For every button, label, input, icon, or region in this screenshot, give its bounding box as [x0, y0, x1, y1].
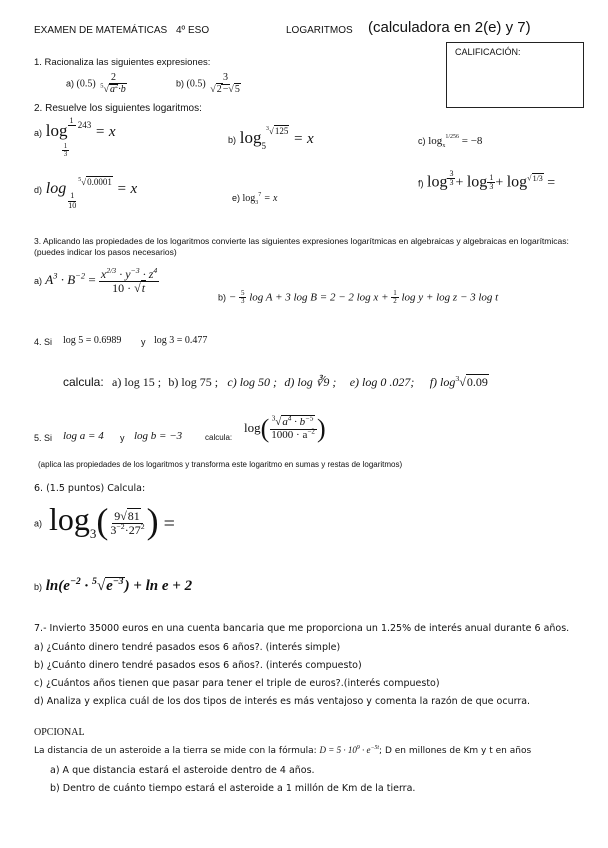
optional-item-a: a) A que distancia estará el asteroide dentro de 4 años. — [50, 765, 315, 776]
q5-title: 5. Si — [34, 433, 53, 443]
q7-item-a: a) ¿Cuánto dinero tendré pasados esos 6 años?. (interés simple) — [34, 642, 341, 653]
q5-and: y — [120, 433, 125, 443]
q4-given1: log 5 = 0.6989 — [63, 335, 122, 346]
q2-d: d) log $\frac{1}{10}$ $^{^5√0.0001}$ = x — [34, 177, 138, 210]
exam-subject: EXAMEN DE MATEMÁTICAS — [34, 25, 168, 36]
q1-b: b) (0.5) $\frac{3}{√2-√5}$ — [176, 72, 240, 95]
q1-a: a) (0.5) $\frac{2}{^5√a^2\cdot b}$ — [66, 72, 126, 95]
q2-title: 2. Resuelve los siguientes logaritmos: — [34, 103, 202, 114]
q3-title: 3. Aplicando las propiedades de los logaritmos convierte las siguientes expresiones logarítmicas en algebraicas y algebraicas en logarítmicas: (puedes indicar los pasos necesarios) — [34, 236, 569, 257]
q5-expression: log( $\frac{^3√a^4 \cdot b^{-5}}{1000 \cdot a^{-2}}$ ) — [244, 414, 326, 443]
q6-b: b) $\ln(e^{-2} \cdot ^5√e^{-3}) + \ln e + 2$ — [34, 576, 193, 594]
q7-item-d: d) Analiza y explica cuál de los dos tipos de interés es más ventajoso y comenta la razón de que ocurra. — [34, 696, 531, 707]
q4-items: calcula: a) log 15 ; b) log 75 ; c) log 50 ; d) log ∛9 ; e) log 0 .027; f) $\log^3√0.09$ — [63, 374, 488, 389]
grade-box — [446, 42, 584, 108]
optional-item-b: b) Dentro de cuánto tiempo estará el asteroide a 1 millón de Km de la tierra. — [50, 783, 416, 794]
q7-title: 7.- Invierto 35000 euros en una cuenta bancaria que me proporciona un 1.25% de interés anual durante 6 años. — [34, 623, 570, 634]
grade-label: CALIFICACIÓN: — [455, 47, 521, 57]
q6-title: 6. (1.5 puntos) Calcula: — [34, 483, 146, 494]
q2-f: f) log $^{\frac{3}{3}}$ + log $\frac{1}{3}$ + $\log^{√1/3}$ = — [418, 169, 556, 192]
q1-title: 1. Racionaliza las siguientes expresiones: — [34, 57, 211, 68]
q4-given2: log 3 = 0.477 — [154, 335, 208, 346]
optional-title: OPCIONAL — [34, 727, 85, 738]
optional-intro: La distancia de un asteroide a la tierra se mide con la fórmula: $D = 5 \cdot 10^9 \cdot e^{-5t}$; D en millones de Km y t en años — [34, 745, 532, 756]
q5-calc-label: calcula: — [205, 433, 233, 442]
q7-item-c: c) ¿Cuántos años tienen que pasar para tener el triple de euros?.(interés compuesto) — [34, 678, 440, 689]
q5-given2: log b = −3 — [134, 430, 183, 442]
exam-topic: LOGARITMOS — [286, 25, 353, 36]
q2-b: b) $\log_5^{^3√125} = x$ — [228, 126, 314, 151]
q4-and: y — [141, 337, 146, 347]
q7-item-b: b) ¿Cuánto dinero tendré pasados esos 6 años?. (interés compuesto) — [34, 660, 362, 671]
calculator-note: (calculadora en 2(e) y 7) — [368, 19, 531, 36]
q3-a: a) $A^3 \cdot B^{-2}$ = $\frac{x^{2/3} \cdot y^{-3} \cdot z^4}{10 \cdot √t}$ — [34, 266, 158, 295]
exam-course: 4º ESO — [176, 25, 210, 36]
q2-a: a) log 1 243 $\frac{1}{3}$ = x — [34, 116, 116, 159]
q5-note: (aplica las propiedades de los logaritmos y transforma este logaritmo en sumas y restas de logaritmos) — [38, 460, 403, 469]
q2-c: c) $\log_x^{1/256} = -8$ — [418, 134, 483, 149]
q3-b: b) − $\frac{5}{3}$ log A + 3 log B = 2 − 2 log x + $\frac{1}{2}$ log y + log z − 3 log t — [218, 289, 499, 306]
q5-given1: log a = 4 — [63, 430, 104, 442]
q2-e: e) $\log_3^7 = x$ — [232, 192, 278, 206]
q6-a: a) $\log_3$( $\frac{9√81}{3^{-2}\cdot 27^2}$ ) = — [34, 501, 175, 541]
q4-title: 4. Si — [34, 337, 53, 347]
